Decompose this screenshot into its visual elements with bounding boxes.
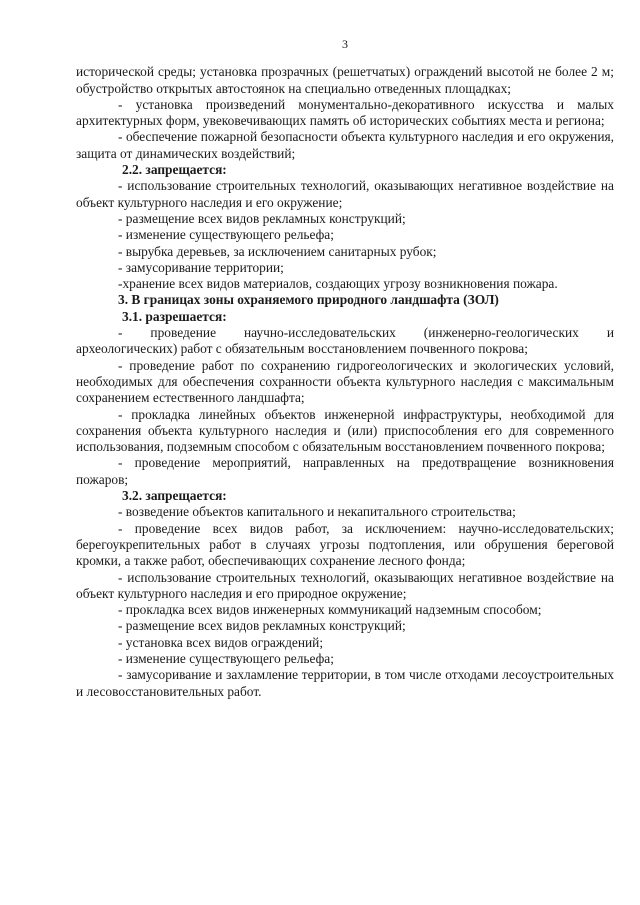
paragraph-relief-2: - изменение существующего рельефа; <box>118 650 334 666</box>
paragraph-construction-tech: - использование строительных технологий, оказывающих негативное воздействие на объект культурного наследия и его окружение; <box>76 178 614 210</box>
paragraph-fire-prevention: - проведение мероприятий, направленных на предотвращение возникновения пожаров; <box>76 455 614 487</box>
heading-3-landscape-zone: 3. В границах зоны охраняемого природного ландшафта (ЗОЛ) <box>118 292 499 308</box>
paragraph-all-works: - проведение всех видов работ, за исключением: научно-исследовательских; берегоукрепительных работ в случаях угрозы подтопления, или обрушения береговой кромки, а также работ, обеспечивающих сохранение лесного фонда; <box>76 520 614 569</box>
paragraph-materials-storage: -хранение всех видов материалов, создающих угрозу возникновения пожара. <box>118 276 558 292</box>
paragraph-relief: - изменение существующего рельефа; <box>118 227 334 243</box>
paragraph-fences: - установка всех видов ограждений; <box>118 634 324 650</box>
heading-3-2-prohibited: 3.2. запрещается: <box>122 488 227 504</box>
paragraph-linear-infrastructure: - прокладка линейных объектов инженерной инфраструктуры, необходимой для сохранения объекта культурного наследия и (или) приспособления его для современного использования, подземным способом с обязательным восстановлением почвенного покрова; <box>76 406 614 455</box>
paragraph-tree-felling: - вырубка деревьев, за исключением санитарных рубок; <box>118 243 437 259</box>
paragraph-littering: - замусоривание территории; <box>118 259 284 275</box>
paragraph-advertising-2: - размещение всех видов рекламных конструкций; <box>118 618 406 634</box>
heading-2-2-prohibited: 2.2. запрещается: <box>122 162 227 178</box>
paragraph-hydrogeology: - проведение работ по сохранению гидрогеологических и экологических условий, необходимых для обеспечения сохранности объекта культурного наследия с максимальным сохранением естественного ландшафта; <box>76 357 614 406</box>
paragraph-construction-tech-natural: - использование строительных технологий, оказывающих негативное воздействие на объект культурного наследия и его природное окружение; <box>76 569 614 601</box>
paragraph-monumental-art: - установка произведений монументально-декоративного искусства и малых архитектурных форм, увековечивающих память об исторических событиях места и региона; <box>76 96 614 129</box>
paragraph-advertising: - размещение всех видов рекламных конструкций; <box>118 210 406 226</box>
page-number: 3 <box>342 37 348 51</box>
paragraph-overhead-utilities: - прокладка всех видов инженерных коммуникаций надземным способом; <box>118 602 542 618</box>
paragraph-fire-safety: - обеспечение пожарной безопасности объекта культурного наследия и его окружения, защита от динамических воздействий; <box>76 129 614 161</box>
paragraph-research: - проведение научно-исследовательских (инженерно-геологических и археологических) работ с обязательным восстановлением почвенного покрова; <box>76 325 614 357</box>
paragraph-capital-construction: - возведение объектов капитального и некапитального строительства; <box>118 504 516 520</box>
paragraph-historic-environment: исторической среды; установка прозрачных (решетчатых) ограждений высотой не более 2 м; обустройство открытых автостоянок на специально отведенных площадках; <box>76 64 614 96</box>
paragraph-littering-forestry: - замусоривание и захламление территории, в том числе отходами лесоустроительных и лесовосстановительных работ. <box>76 667 614 699</box>
heading-3-1-permitted: 3.1. разрешается: <box>122 308 227 324</box>
